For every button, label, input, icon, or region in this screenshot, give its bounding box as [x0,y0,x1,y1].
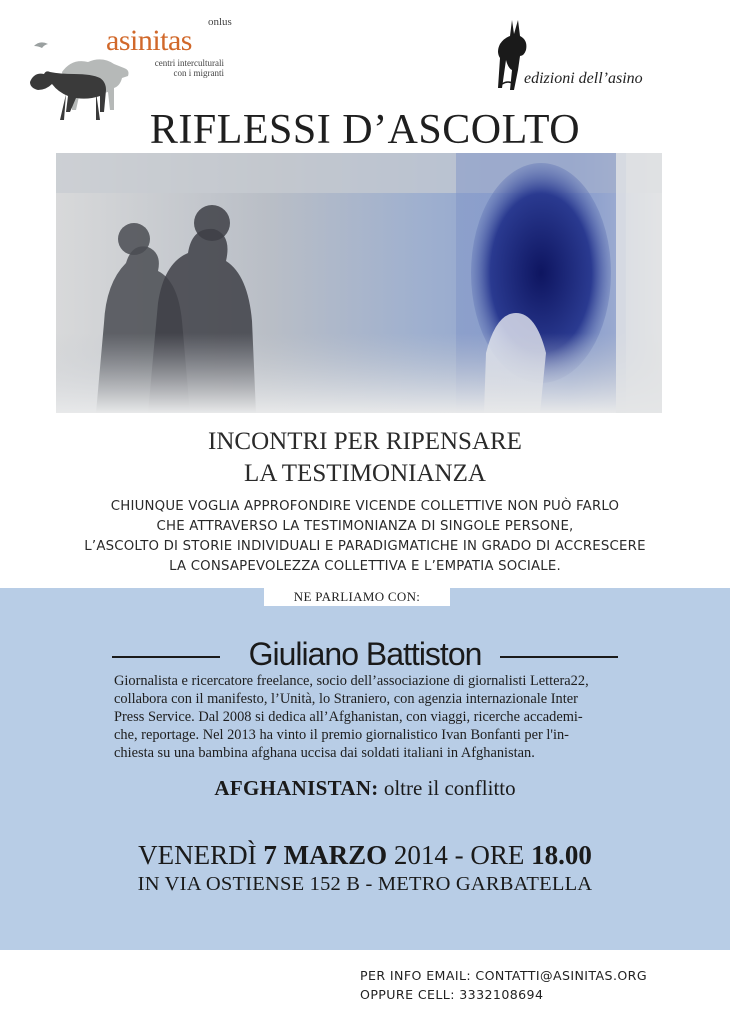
asinitas-onlus: onlus [208,16,232,28]
event-place: IN VIA OSTIENSE 152 B - METRO GARBATELLA [137,873,593,895]
intro-line: CHIUNQUE VOGLIA APPROFONDIRE VICENDE COLLETTIVE NON PUÒ FARLO [110,499,620,514]
poster-title: RIFLESSI D’ASCOLTO [149,107,581,153]
intro-line: CHE ATTRAVERSO LA TESTIMONIANZA DI SINGOLE PERSONE, [156,519,574,534]
date-daymonth: 7 MARZO [263,840,388,870]
date-weekday: VENERDÌ [138,840,264,870]
edizioni-name: edizioni dell’asino [524,70,643,87]
asinitas-name: asinitas [106,24,192,57]
intro-line: L’ASCOLTO DI STORIE INDIVIDUALI E PARADIGMATICHE IN GRADO DI ACCRESCERE [84,539,646,554]
contact-email: PER INFO EMAIL: CONTATTI@ASINITAS.ORG [360,968,647,983]
subtitle-line: INCONTRI PER RIPENSARE [208,428,522,455]
topic-bold: AFGHANISTAN: [214,776,379,800]
contact-phone: OPPURE CELL: 3332108694 [360,987,544,1002]
date-year: 2014 - ORE [387,840,532,870]
speaker-heading [112,632,618,676]
bio-line: Giornalista e ricercatore freelance, socio dell’associazione di giornalisti Lettera22, [114,673,589,689]
bio-line: che, reportage. Nel 2013 ha vinto il premio giornalistico Ivan Bonfanti per l'in- [114,727,569,743]
contact-info [360,966,720,1004]
edizioni-logo [480,10,660,95]
asinitas-tagline [114,58,224,78]
asinitas-logo [22,14,232,119]
speaker-name: Giuliano Battiston [248,636,482,672]
panel-label: NE PARLIAMO CON: [264,586,450,606]
asinitas-tagline-line: con i migranti [173,68,224,78]
subtitle [0,426,730,490]
event-date [0,840,730,871]
asinitas-tagline-line: centri interculturali [154,58,224,68]
intro-line: LA CONSAPEVOLEZZA COLLETTIVA E L’EMPATIA SOCIALE. [169,559,561,574]
topic-rest: oltre il conflitto [378,776,516,800]
intro-text [0,497,730,577]
bio-line: collabora con il manifesto, l’Unità, lo Straniero, con agenzia internazionale Inter [114,691,578,707]
date-time: 18.00 [531,840,592,870]
bio-line: Press Service. Dal 2008 si dedica all’Afghanistan, con viaggi, ricerche accademi- [114,709,583,725]
subtitle-line: LA TESTIMONIANZA [244,460,486,487]
speaker-bio [114,672,614,762]
shadow-figures-photo [56,153,662,413]
bio-line: chiesta su una bambina afghana uccisa dai soldati italiani in Afghanistan. [114,745,535,761]
talk-topic [0,776,730,801]
